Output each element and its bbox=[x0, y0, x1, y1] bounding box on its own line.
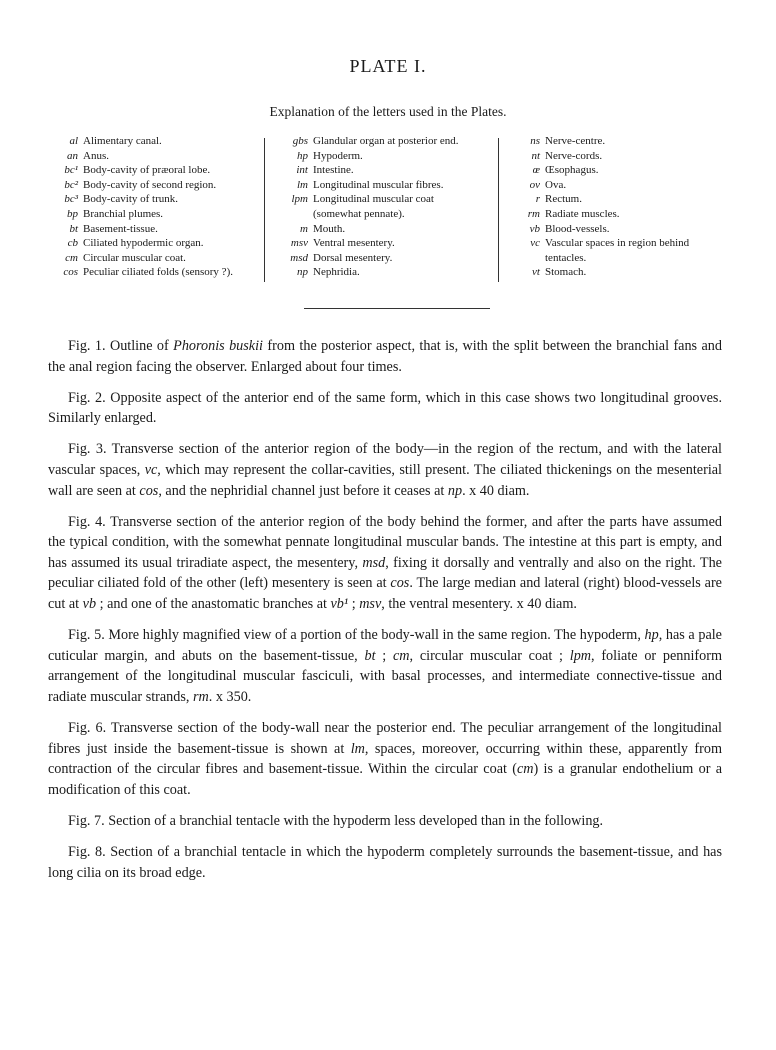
legend-entry bbox=[504, 134, 744, 149]
legend-description: tentacles. bbox=[545, 251, 587, 264]
legend-description: (somewhat pennate). bbox=[313, 207, 405, 220]
legend-entry bbox=[270, 265, 498, 280]
legend-abbreviation: lm bbox=[297, 178, 308, 191]
legend-column-3 bbox=[504, 134, 744, 280]
legend-abbreviation: an bbox=[67, 149, 78, 162]
legend-description: Hypoderm. bbox=[313, 149, 363, 162]
legend-description: Blood-vessels. bbox=[545, 222, 610, 235]
italic-term: lpm bbox=[569, 647, 592, 664]
legend-description: Dorsal mesentery. bbox=[313, 251, 393, 264]
legend-entry bbox=[48, 207, 263, 222]
legend-entry bbox=[504, 192, 744, 207]
legend-entry bbox=[504, 251, 744, 266]
legend-column-1 bbox=[48, 134, 263, 280]
legend-description: Œsophagus. bbox=[545, 164, 599, 177]
italic-term: msv bbox=[359, 596, 382, 613]
legend-abbreviation: bt bbox=[69, 222, 78, 235]
legend-abbreviation: ns bbox=[530, 135, 540, 147]
legend-abbreviation: vt bbox=[532, 266, 540, 279]
legend-abbreviation: ov bbox=[529, 178, 540, 191]
italic-term: cm bbox=[393, 647, 410, 664]
legend-description: Ventral mesentery. bbox=[313, 237, 395, 250]
legend-description: Intestine. bbox=[313, 164, 354, 177]
italic-term: cos bbox=[139, 482, 159, 499]
italic-term: Phoronis buskii bbox=[173, 338, 263, 354]
legend-description: Body-cavity of second region. bbox=[83, 178, 217, 191]
italic-term: vb bbox=[82, 596, 97, 613]
legend-entry bbox=[48, 134, 263, 149]
italic-term: np bbox=[447, 482, 463, 499]
legend-description: Body-cavity of trunk. bbox=[83, 193, 179, 206]
figure-caption: Fig. 4. Transverse section of the anterior region of the body behind the former, and after the parts have assumed the typical condition, with the somewhat pennate longitudinal muscular bands. The intestine at this part is empty, and has assumed its usual triradiate aspect, the mesentery, msd, fixing it dorsally and ventrally and also on the right. The peculiar ciliated fold of the other (left) mesentery is seen at cos. The large median and lateral (right) blood-vessels are cut at vb ; and one of the anastomatic branches at vb¹ ; msv, the ventral mesentery. x 40 diam. bbox=[48, 513, 722, 613]
legend-entry bbox=[270, 192, 498, 207]
legend-entry bbox=[48, 192, 263, 207]
legend-abbreviation: vb bbox=[529, 222, 540, 235]
legend-description: Stomach. bbox=[545, 266, 587, 279]
legend-description: Body-cavity of præoral lobe. bbox=[83, 164, 211, 177]
legend-entry bbox=[504, 163, 744, 178]
section-divider bbox=[304, 308, 490, 309]
legend-description: Ciliated hypodermic organ. bbox=[83, 237, 204, 250]
italic-term: vb¹ bbox=[330, 596, 349, 613]
legend-abbreviation: msd bbox=[290, 251, 308, 264]
italic-term: msd bbox=[362, 554, 386, 571]
legend-description: Ova. bbox=[545, 178, 567, 191]
legend-abbreviation: bc² bbox=[64, 178, 78, 191]
italic-term: lm bbox=[350, 740, 365, 757]
legend-abbreviation: cb bbox=[67, 237, 78, 250]
legend-description: Mouth. bbox=[313, 222, 346, 235]
legend-entry bbox=[48, 222, 263, 237]
legend-description: Alimentary canal. bbox=[83, 135, 162, 147]
figure-explanations bbox=[48, 336, 722, 894]
legend-abbreviation: cm bbox=[65, 251, 78, 264]
legend-entry bbox=[270, 251, 498, 266]
figure-caption: Fig. 8. Section of a branchial tentacle in which the hypoderm completely surrounds the basement-tissue, and has long cilia on its broad edge. bbox=[48, 843, 722, 881]
legend-entry bbox=[48, 178, 263, 193]
legend-description: Glandular organ at posterior end. bbox=[313, 135, 459, 147]
italic-term: rm bbox=[192, 688, 209, 705]
legend-entry bbox=[504, 222, 744, 237]
legend-abbreviation: np bbox=[297, 266, 308, 279]
legend-entry bbox=[504, 236, 744, 251]
legend-entry bbox=[270, 134, 498, 149]
legend-entry bbox=[270, 236, 498, 251]
column-divider bbox=[264, 138, 265, 282]
column-divider bbox=[498, 138, 499, 282]
legend-abbreviation: lpm bbox=[291, 193, 308, 206]
legend-entry bbox=[48, 236, 263, 251]
legend-description: Vascular spaces in region behind bbox=[545, 237, 690, 250]
legend-entry bbox=[270, 178, 498, 193]
legend-entry bbox=[504, 149, 744, 164]
legend-column-2 bbox=[270, 134, 498, 280]
figure-caption: Fig. 5. More highly magnified view of a portion of the body-wall in the same region. The hypoderm, hp, has a pale cuticular margin, and abuts on the basement-tissue, bt ; cm, circular muscular coat ; lpm, foliate or penniform arrangement of the longitudinal muscular fasciculi, with basal processes, and intermediate connective-tissue and radiate muscular strands, rm. x 350. bbox=[48, 627, 722, 705]
legend-abbreviation: bc³ bbox=[64, 193, 78, 206]
legend-abbreviation: bc¹ bbox=[64, 164, 78, 177]
legend-description: Peculiar ciliated folds (sensory ?). bbox=[83, 266, 233, 279]
legend-description: Nephridia. bbox=[313, 266, 360, 279]
legend-description: Rectum. bbox=[545, 193, 582, 206]
italic-term: hp bbox=[644, 627, 659, 644]
legend-abbreviation: int bbox=[296, 164, 308, 177]
legend-entry bbox=[48, 149, 263, 164]
legend-entry bbox=[48, 163, 263, 178]
legend-abbreviation: vc bbox=[530, 237, 540, 250]
legend-abbreviation: bp bbox=[67, 207, 78, 220]
legend-description: Basement-tissue. bbox=[83, 222, 158, 235]
italic-term: cm bbox=[516, 761, 534, 778]
legend-description: Circular muscular coat. bbox=[83, 251, 186, 264]
legend-description: Branchial plumes. bbox=[83, 207, 164, 220]
legend-description: Longitudinal muscular fibres. bbox=[313, 178, 444, 191]
legend-abbreviation: œ bbox=[532, 164, 540, 177]
legend-entry bbox=[270, 207, 498, 222]
italic-term: cos bbox=[390, 575, 410, 592]
legend-description: Nerve-centre. bbox=[545, 135, 606, 147]
legend-description: Radiate muscles. bbox=[545, 207, 620, 220]
italic-term: bt bbox=[364, 647, 376, 664]
legend-abbreviation: r bbox=[535, 193, 540, 206]
legend-entry bbox=[48, 265, 263, 280]
figure-caption: Fig. 6. Transverse section of the body-wall near the posterior end. The peculiar arrangement of the longitudinal fibres just inside the basement-tissue is shown at lm, spaces, moreover, occurring within these, apparently from contraction of the circular fibres and basement-tissue. Within the circular coat (cm) is a granular endothelium or a modification of this coat. bbox=[48, 720, 722, 798]
plate-title: PLATE I. bbox=[349, 56, 427, 76]
legend-entry bbox=[504, 265, 744, 280]
figure-caption: Fig. 1. Outline of Phoronis buskii from the posterior aspect, that is, with the split between the branchial fans and the anal region facing the observer. Enlarged about four times. bbox=[48, 338, 722, 375]
italic-term: vc bbox=[144, 461, 158, 478]
legend-entry bbox=[504, 207, 744, 222]
legend-entry bbox=[270, 222, 498, 237]
legend-entry bbox=[270, 163, 498, 178]
legend-abbreviation: hp bbox=[297, 149, 308, 162]
legend-description: Longitudinal muscular coat bbox=[313, 193, 434, 206]
legend-entry bbox=[48, 251, 263, 266]
figure-caption: Fig. 2. Opposite aspect of the anterior end of the same form, which in this case shows two longitudinal grooves. Similarly enlarged. bbox=[48, 389, 722, 427]
legend-abbreviation: gbs bbox=[292, 135, 308, 147]
legend-entry bbox=[504, 178, 744, 193]
legend-entry bbox=[270, 149, 498, 164]
legend-abbreviation: msv bbox=[290, 237, 308, 250]
legend-abbreviation: cos bbox=[63, 266, 78, 279]
legend-description: Nerve-cords. bbox=[545, 149, 603, 162]
figure-caption: Fig. 3. Transverse section of the anterior region of the body—in the region of the rectum, and with the lateral vascular spaces, vc, which may represent the collar-cavities, still present. The ciliated thickenings on the mesenterial wall are seen at cos, and the nephridial channel just before it ceases at np. x 40 diam. bbox=[48, 441, 722, 499]
legend-abbreviation: al bbox=[69, 135, 78, 147]
legend-abbreviation: rm bbox=[527, 207, 540, 220]
figure-caption: Fig. 7. Section of a branchial tentacle with the hypoderm less developed than in the following. bbox=[68, 812, 604, 829]
legend-description: Anus. bbox=[83, 149, 109, 162]
legend-title: Explanation of the letters used in the Plates. bbox=[269, 104, 507, 119]
legend-abbreviation: nt bbox=[531, 149, 540, 162]
legend-abbreviation: m bbox=[300, 222, 308, 235]
